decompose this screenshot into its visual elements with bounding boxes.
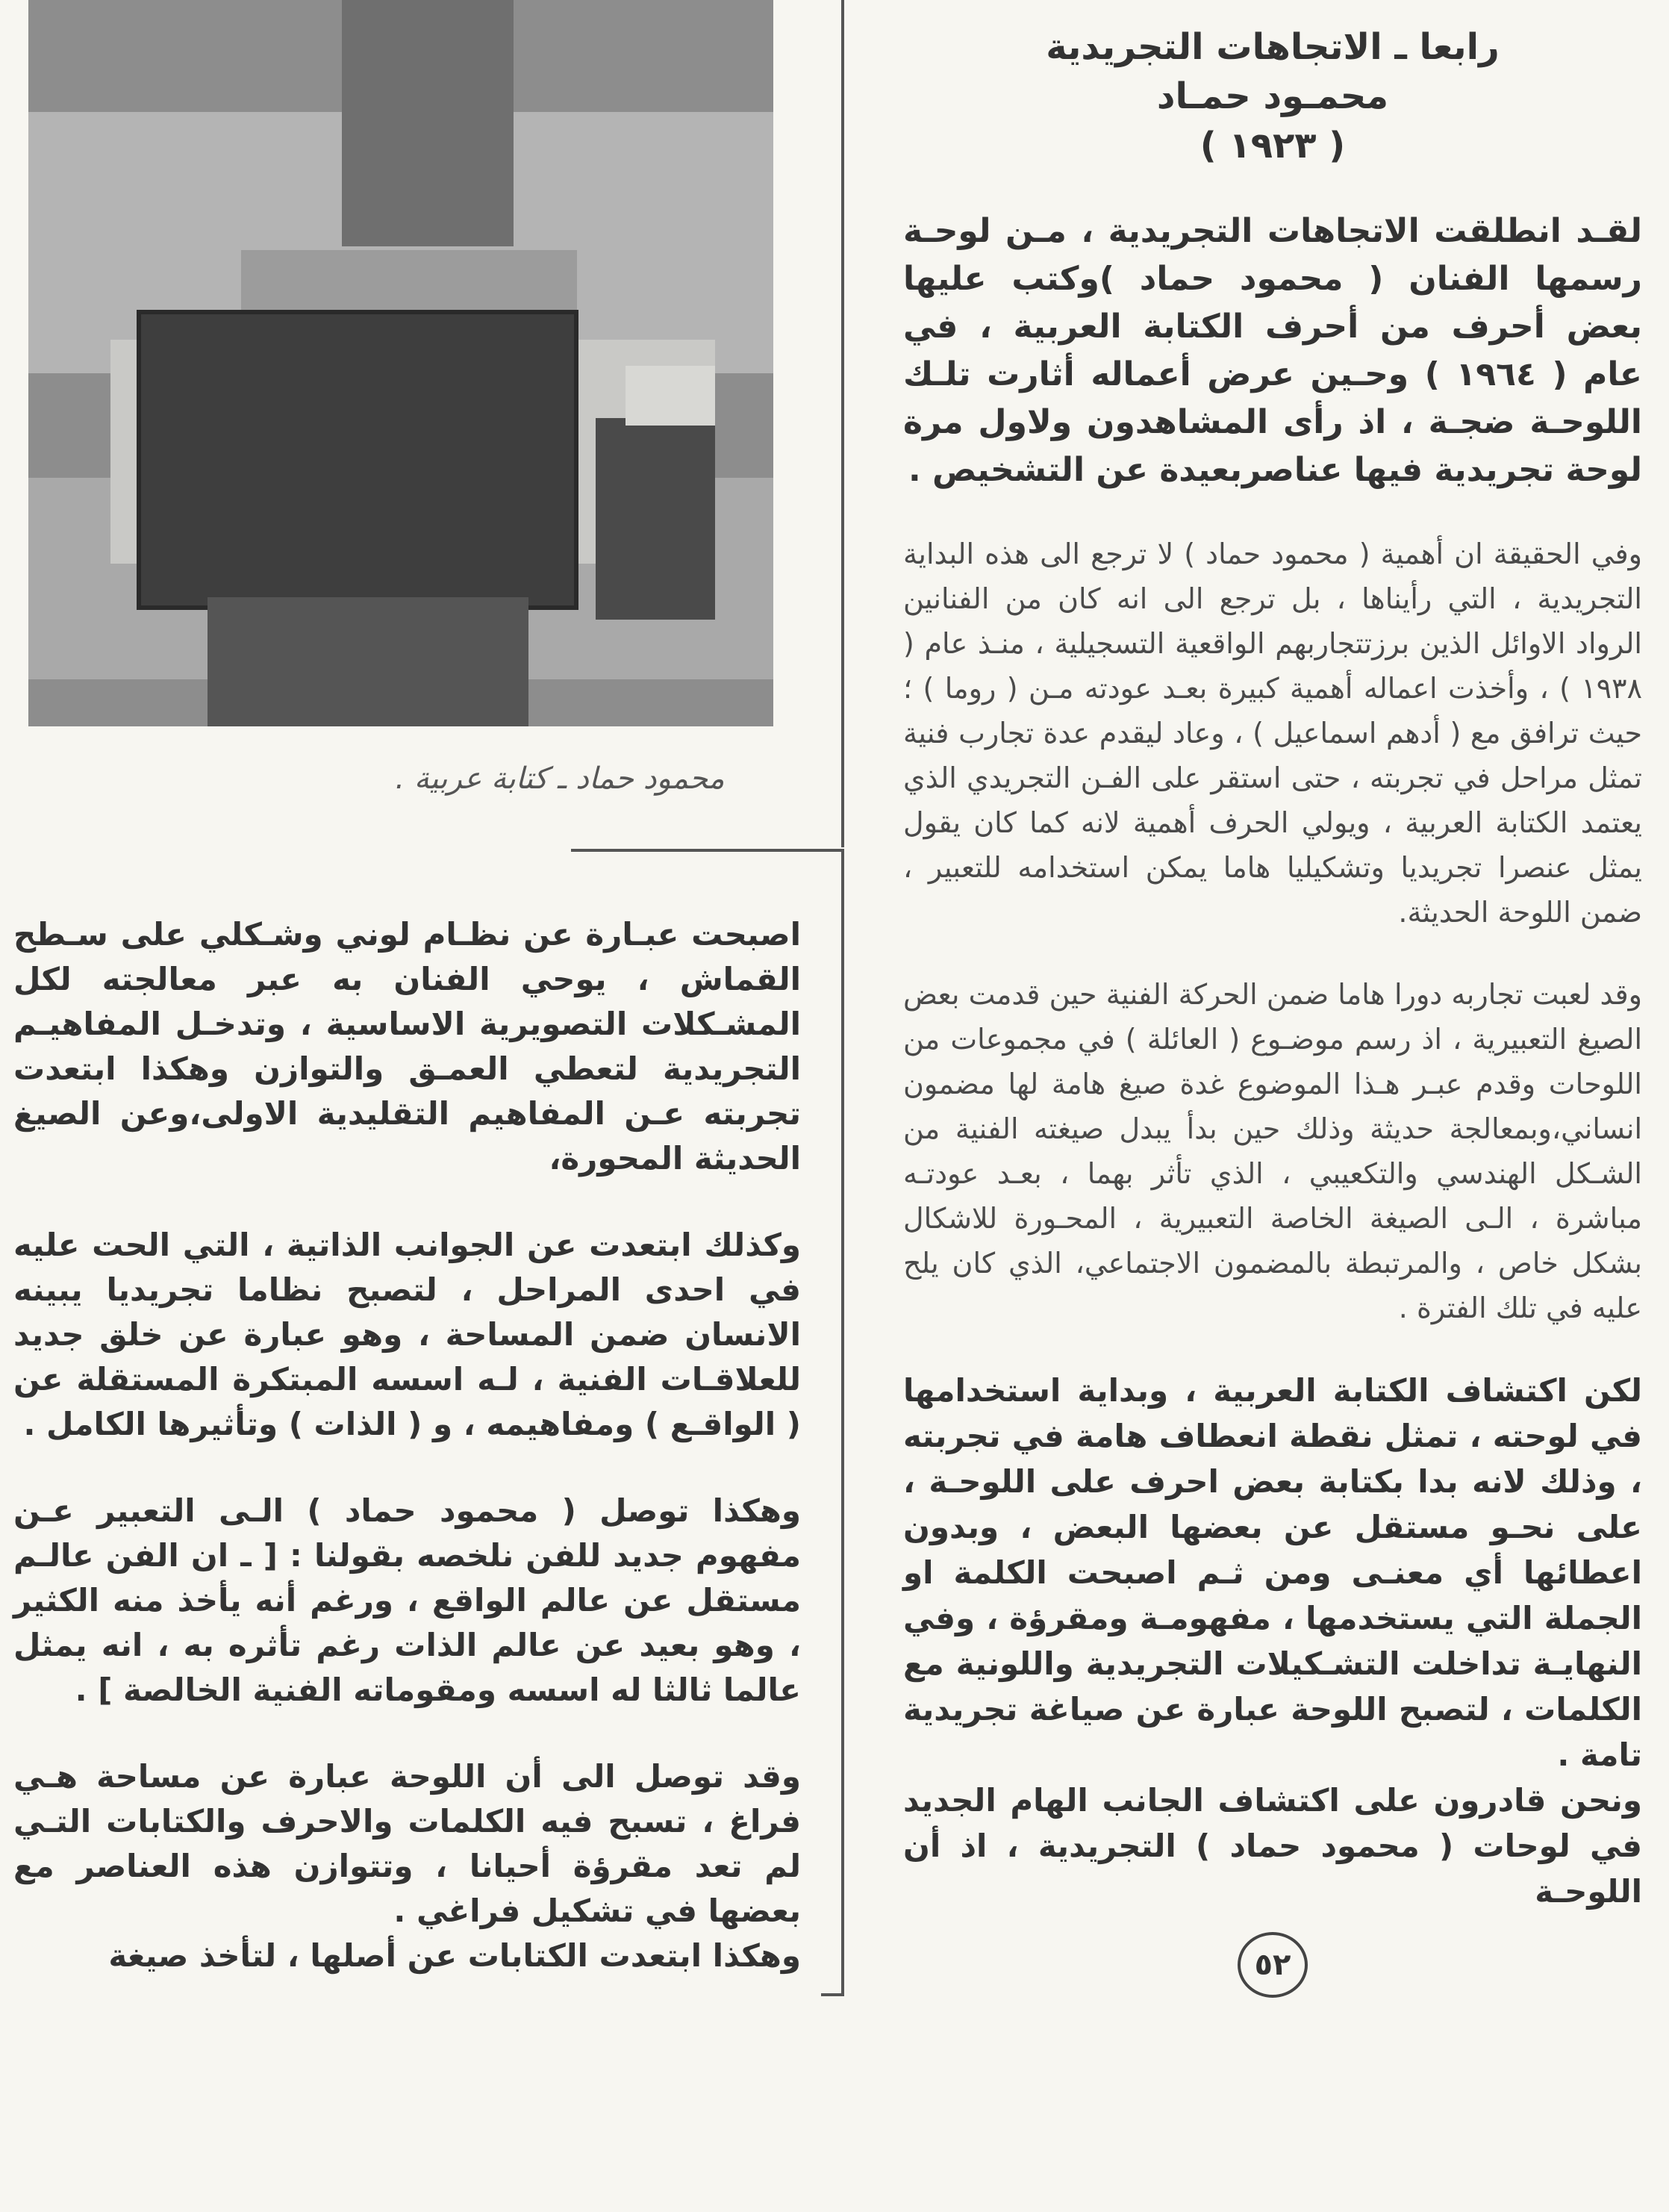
box-top-border bbox=[571, 849, 844, 852]
page-number-text: ٥٢ bbox=[1254, 1948, 1291, 1982]
paragraph-text: اصبحت عبـارة عن نظـام لوني وشـكلي على سـطح القماش ، يوحي الفنان به عبر معالجته لكل المشـكلات التصويرية الاساسية ، وتدخـل المفاهيـم التجريدية لتعطي العمـق والتوازن وهكذا ابتعدت تجربته عـن المفاهيم التقليدية الاولى،وعن الصيغ الحديثة المحورة، bbox=[13, 916, 801, 1177]
paragraph-text: وفي الحقيقة ان أهمية ( محمود حماد ) لا ترجع الى هذه البداية التجريدية ، التي رأيناها ، بل ترجع الى انه كان من الفنانين الرواد الاوائل الذين برزتتجاربهم الواقعية التسجيلية ، منـذ عام ( ١٩٣٨ ) ، وأخذت اعماله أهمية كبيرة بعـد عودته مـن ( روما ) ؛ حيث ترافق مع ( أدهم اسماعيل ) ، وعاد ليقدم عدة تجارب فنية تمثل مراحل في تجربته ، حتى استقر على الفـن التجريدي الذي يعتمد الكتابة العربية ، ويولي الحرف أهمية لانه كما كان يقول يمثل عنصرا تجريديا وتشكيليا هاما يمكن استخدامه للتعبير ، ضمن اللوحة الحديثة. bbox=[903, 538, 1642, 929]
left-paragraph-1 bbox=[13, 912, 801, 1181]
right-paragraph-4 bbox=[903, 1368, 1642, 1914]
paragraph-text: وكذلك ابتعدت عن الجوانب الذاتية ، التي الحت عليه في احدى المراحل ، لتصبح نظاما تجريديا يبينه الانسان ضمن المساحة ، وهو عبارة عن خلق جديد للعلاقـات الفنية ، لـه اسسه المبتكرة المستقلة عن ( الواقـع ) ومفاهيمه ، و ( الذات ) وتأثيرها الكامل . bbox=[13, 1227, 801, 1442]
painting-image bbox=[28, 0, 773, 726]
page-number bbox=[1238, 1932, 1308, 1998]
section-title: رابعا ـ الاتجاهات التجريدية bbox=[1046, 26, 1500, 68]
left-paragraph-2 bbox=[13, 1223, 801, 1447]
figure-caption: محمود حماد ـ كتابة عربية . bbox=[395, 761, 725, 796]
right-paragraph-2 bbox=[903, 532, 1642, 935]
left-paragraph-4 bbox=[13, 1754, 801, 1978]
paragraph-text: لقـد انطلقت الاتجاهات التجريدية ، مـن لوحـة رسمها الفنان ( محمود حماد )وكتب عليها بعض أحرف من أحرف الكتابة العربية ، في عام ( ١٩٦٤ ) وحـين عرض أعماله أثارت تلـك اللوحـة ضجـة ، اذ رأى المشاهدون ولاول مرة لوحة تجريدية فيها عناصربعيدة عن التشخيص . bbox=[903, 212, 1642, 489]
right-paragraph-1 bbox=[903, 208, 1642, 494]
left-paragraph-3 bbox=[13, 1489, 801, 1713]
paragraph-text: وهكذا ابتعدت الكتابات عن أصلها ، لتأخذ صيغة bbox=[108, 1937, 801, 1974]
column-divider bbox=[841, 0, 844, 847]
artist-year: ( ١٩٢٣ ) bbox=[1200, 125, 1346, 166]
right-paragraph-3 bbox=[903, 972, 1642, 1330]
artist-name: محمـود حمـاد bbox=[1156, 75, 1389, 117]
right-column bbox=[903, 22, 1642, 1998]
box-right-border bbox=[841, 849, 844, 1993]
page-number-row bbox=[903, 1932, 1642, 1998]
box-bottom-border bbox=[821, 1993, 844, 1996]
paragraph-text: لكن اكتشاف الكتابة العربية ، وبداية استخدامها في لوحته ، تمثل نقطة انعطاف هامة في تجربته ، وذلك لانه بدا بكتابة بعض احرف على اللوحـة ، على نحـو مستقل عن بعضها البعض ، وبدون اعطائها أي معنـى ومن ثـم اصبحت الكلمة او الجملة التي يستخدمها ، مفهومـة ومقرؤة ، وفي النهايـة تداخلت التشـكيلات التجريدية واللونية مع الكلمات ، لتصبح اللوحة عبارة عن صياغة تجريدية تامة . bbox=[903, 1372, 1642, 1773]
paragraph-text: ونحن قادرون على اكتشاف الجانب الهام الجديد في لوحات ( محمود حماد ) التجريدية ، اذ أن اللوحـة bbox=[903, 1782, 1642, 1910]
left-box bbox=[13, 912, 801, 1978]
paragraph-text: وقد لعبت تجاربه دورا هاما ضمن الحركة الفنية حين قدمت بعض الصيغ التعبيرية ، اذ رسم موضـوع ( العائلة ) في مجموعات من اللوحات وقدم عبـر هـذا الموضوع غدة صيغ هامة لها مضمون انساني،وبمعالجة حديثة وذلك حين بدأ يبدل صيغته الفنية من الشـكل الهندسي والتكعيبي ، الذي تأثر بهما ، بعـد عودتـه مباشرة ، الـى الصيغة الخاصة التعبيرية ، المحـورة للاشكال بشكل خاص ، والمرتبطة بالمضمون الاجتماعي، الذي كان يلح عليه في تلك الفترة . bbox=[903, 978, 1642, 1324]
header bbox=[903, 22, 1642, 170]
paragraph-text: وهكذا توصل ( محمود حماد ) الـى التعبير عـن مفهوم جديد للفن نلخصه بقولنا : [ ـ ان الفن عالـم مستقل عن عالم الواقع ، ورغم أنه يأخذ منه الكثير ، وهو بعيد عن عالم الذات رغم تأثره به ، انه يمثل عالما ثالثا له اسسه ومقوماته الفنية الخالصة ] . bbox=[13, 1492, 801, 1708]
paragraph-text: وقد توصل الى أن اللوحة عبارة عن مساحة هـي فراغ ، تسبح فيه الكلمات والاحرف والكتابات التـي لم تعد مقرؤة أحيانا ، وتتوازن هذه العناصر مع بعضها في تشكيل فراغي . bbox=[13, 1758, 801, 1929]
